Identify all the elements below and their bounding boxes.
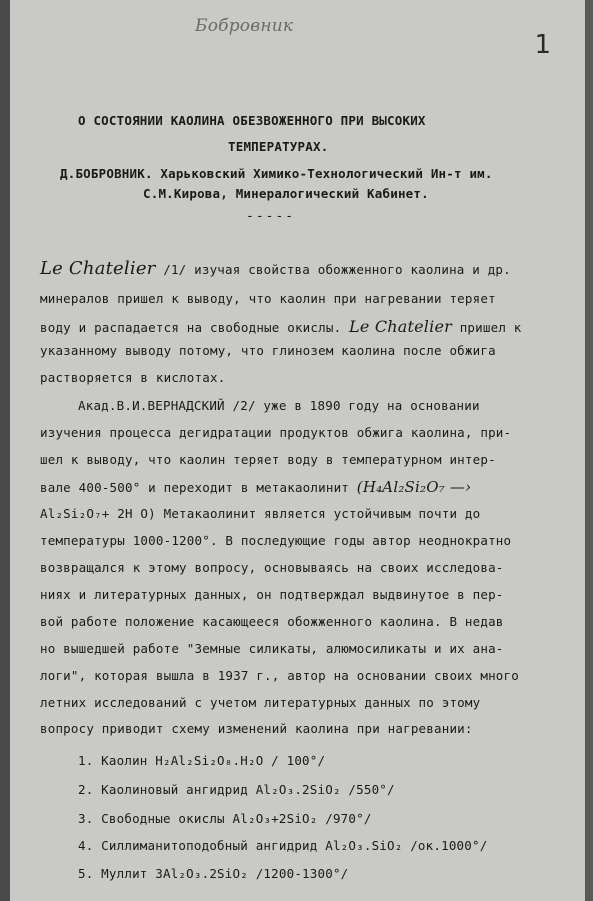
paragraph-2-line-7: возвращался к этому вопросу, основываясь на своих исследова- bbox=[40, 560, 504, 575]
list-item: 4. Силлиманитоподобный ангидрид Al₂O₃.SiO₂ /ок.1000°/ bbox=[78, 838, 488, 853]
pencil-author-note: Бобровник bbox=[195, 16, 294, 36]
handwritten-formula: (H₄Al₂Si₂O₇ —› bbox=[356, 478, 472, 496]
paragraph-1-line-4: указанному выводу потому, что глинозем каолина после обжига bbox=[40, 343, 496, 358]
paragraph-1-line-3 bbox=[40, 317, 522, 336]
text-span: пришел к bbox=[459, 320, 522, 335]
paragraph-2-line-4 bbox=[40, 478, 471, 496]
paragraph-1-line-2: минералов пришел к выводу, что каолин при нагревании теряет bbox=[40, 291, 496, 306]
list-item: 5. Муллит 3Al₂O₃.2SiO₂ /1200-1300°/ bbox=[78, 866, 349, 881]
page-left-edge bbox=[0, 0, 10, 901]
list-item: 2. Каолиновый ангидрид Al₂O₃.2SiO₂ /550°/ bbox=[78, 782, 395, 797]
paragraph-1-line-1 bbox=[40, 258, 511, 279]
paragraph-2-line-13: вопросу приводит схему изменений каолина при нагревании: bbox=[40, 721, 473, 736]
paragraph-2-line-11: логи", которая вышла в 1937 г., автор на основании своих много bbox=[40, 668, 519, 683]
title-line-1: О СОСТОЯНИИ КАОЛИНА ОБЕЗВОЖЕННОГО ПРИ ВЫСОКИХ bbox=[78, 113, 426, 128]
paragraph-2-line-5: Al₂Si₂O₇+ 2H O) Метакаолинит является устойчивым почти до bbox=[40, 506, 481, 521]
text-span: вале 400-500° и переходит в метакаолинит bbox=[40, 480, 350, 495]
paragraph-2-line-12: летних исследований с учетом литературных данных по этому bbox=[40, 695, 481, 710]
list-item: 3. Свободные окислы Al₂O₃+2SiO₂ /970°/ bbox=[78, 811, 372, 826]
author-line-2: С.М.Кирова, Минералогический Кабинет. bbox=[143, 186, 429, 201]
page-number: 1 bbox=[534, 30, 551, 60]
handwritten-name: Le Chatelier bbox=[349, 317, 452, 336]
page-right-edge bbox=[585, 0, 593, 901]
title-separator: ----- bbox=[246, 209, 296, 224]
paragraph-1-line-5: растворяется в кислотах. bbox=[40, 370, 226, 385]
paragraph-2-line-8: ниях и литературных данных, он подтверждал выдвинутое в пер- bbox=[40, 587, 504, 602]
paragraph-2-line-2: изучения процесса дегидратации продуктов обжига каолина, при- bbox=[40, 425, 512, 440]
author-line-1: Д.БОБРОВНИК. Харьковский Химико-Технологический Ин-т им. bbox=[60, 166, 493, 181]
list-item: 1. Каолин H₂Al₂Si₂O₈.H₂O / 100°/ bbox=[78, 753, 326, 768]
paragraph-2-line-1: Акад.В.И.ВЕРНАДСКИЙ /2/ уже в 1890 году на основании bbox=[78, 398, 480, 413]
text-span: воду и распадается на свободные окислы. bbox=[40, 320, 342, 335]
paragraph-2-line-3: шел к выводу, что каолин теряет воду в температурном интер- bbox=[40, 452, 496, 467]
paragraph-2-line-6: температуры 1000-1200°. В последующие годы автор неоднократно bbox=[40, 533, 512, 548]
text-span: /1/ изучая свойства обожженного каолина и др. bbox=[163, 262, 511, 277]
title-line-2: ТЕМПЕРАТУРАХ. bbox=[228, 139, 329, 154]
handwritten-name: Le Chatelier bbox=[40, 258, 156, 279]
paragraph-2-line-10: но вышедшей работе "Земные силикаты, алюмосиликаты и их ана- bbox=[40, 641, 504, 656]
paragraph-2-line-9: вой работе положение касающееся обожженного каолина. В недав bbox=[40, 614, 504, 629]
